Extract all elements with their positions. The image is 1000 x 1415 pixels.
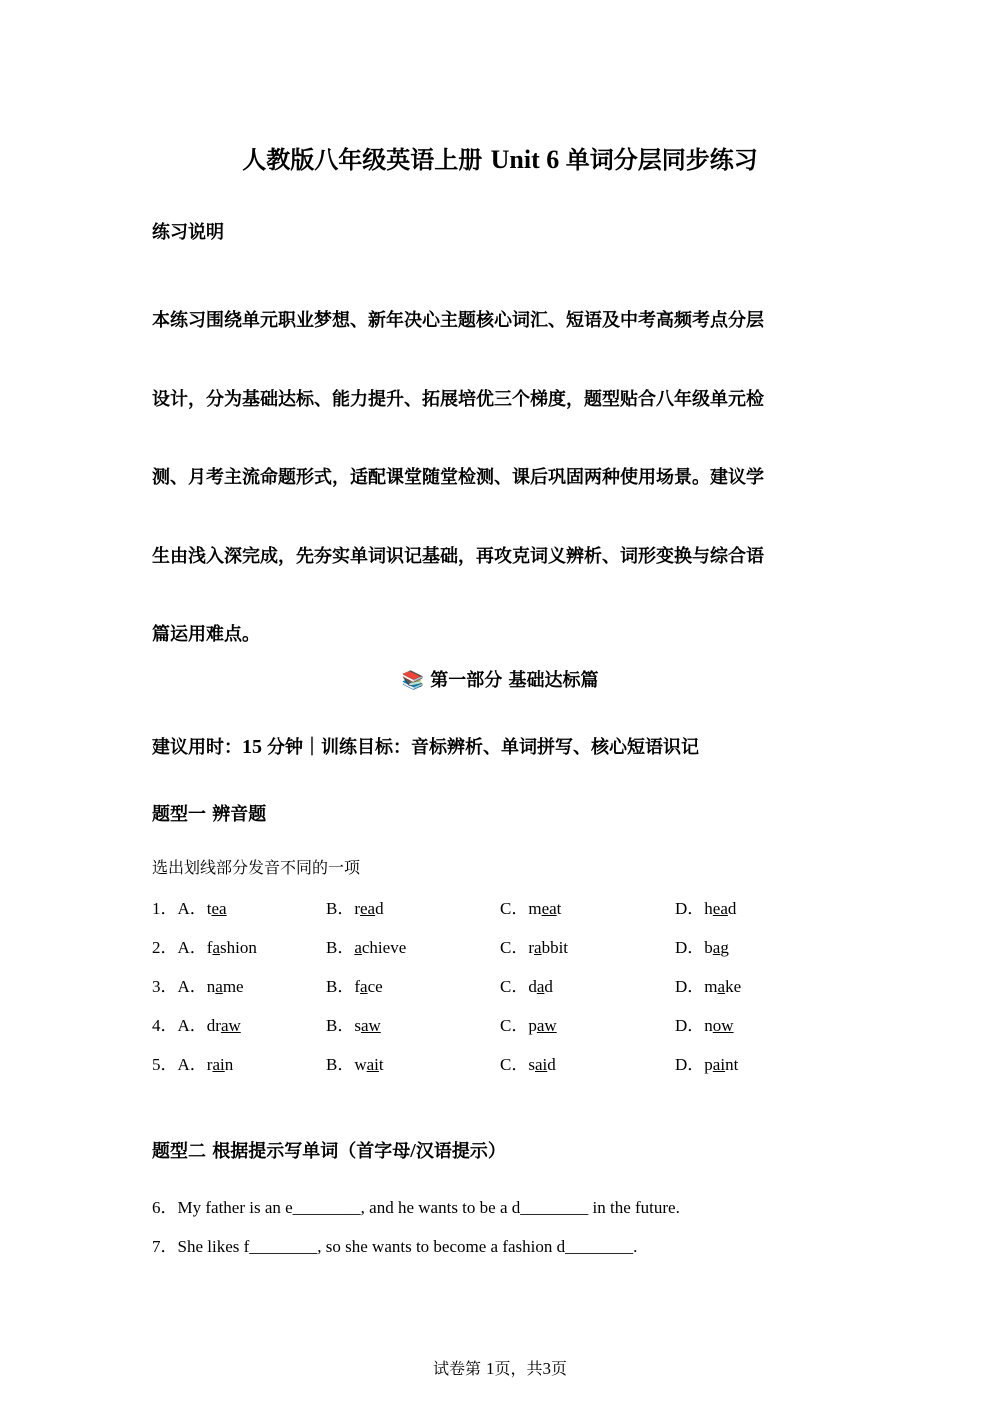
question-number: 5．: [152, 1055, 178, 1074]
question-number: 3．: [152, 977, 178, 996]
option-letter: A．: [177, 977, 207, 996]
option-letter: B．: [326, 1055, 355, 1074]
question-row: [152, 972, 852, 996]
option-letter: A．: [177, 1055, 207, 1074]
type1-heading: 题型一 辨音题: [152, 804, 267, 825]
section-heading: [0, 666, 1000, 692]
option-b: B．achieve: [326, 938, 407, 957]
option-letter: B．: [326, 1016, 355, 1035]
underlined-letters: a: [354, 938, 362, 957]
type2-heading: 题型二 根据提示写单词（首字母/汉语提示）: [152, 1140, 506, 1162]
option-a: 5．A．rain: [152, 1055, 234, 1074]
underlined-letters: ai: [712, 1055, 726, 1074]
option-letter: A．: [177, 899, 207, 918]
underlined-letters: a: [534, 938, 542, 957]
underlined-letters: ea: [360, 899, 376, 918]
underlined-letters: a: [360, 977, 368, 996]
option-letter: C．: [500, 977, 529, 996]
option-b: B．saw: [326, 1016, 381, 1035]
underlined-letters: a: [712, 938, 721, 957]
underlined-letters: aw: [360, 1016, 381, 1035]
explain-line: 篇运用难点。: [152, 624, 260, 645]
underlined-letters: ai: [366, 1055, 379, 1074]
books-icon: 📚: [401, 670, 424, 691]
underlined-letters: ai: [534, 1055, 548, 1074]
question-number: 4．: [152, 1016, 178, 1035]
underlined-letters: ea: [541, 899, 557, 918]
explain-line: 生由浅入深完成，先夯实单词识记基础，再攻克词义辨析、词形变换与综合语: [152, 545, 764, 567]
option-letter: C．: [500, 899, 529, 918]
question-number: 2．: [152, 938, 178, 957]
section-label: 第一部分 基础达标篇: [430, 670, 599, 691]
option-d: D．now: [675, 1016, 734, 1035]
option-b: B．face: [326, 977, 383, 996]
underlined-letters: aw: [536, 1016, 557, 1035]
underlined-letters: a: [717, 977, 726, 996]
question-row: [152, 933, 852, 957]
option-c: C．paw: [500, 1016, 557, 1035]
explain-line: 测、月考主流命题形式，适配课堂随堂检测、课后巩固两种使用场景。建议学: [152, 467, 764, 488]
option-a: 4．A．draw: [152, 1016, 241, 1035]
option-letter: B．: [326, 938, 355, 957]
underlined-letters: ow: [712, 1016, 734, 1035]
option-letter: C．: [500, 938, 529, 957]
underlined-letters: ai: [212, 1055, 225, 1074]
option-c: C．rabbit: [500, 938, 569, 957]
option-d: D．bag: [675, 938, 729, 957]
option-a: 1．A．tea: [152, 899, 227, 918]
option-letter: D．: [675, 977, 705, 996]
option-c: C．said: [500, 1055, 556, 1074]
option-letter: B．: [326, 899, 355, 918]
option-letter: D．: [675, 1055, 705, 1074]
option-d: D．head: [675, 899, 737, 918]
underlined-letters: aw: [220, 1016, 241, 1035]
explain-heading: 练习说明: [152, 222, 224, 243]
question-row: [152, 1011, 852, 1035]
suggest-line: 建议用时：15 分钟｜训练目标：音标辨析、单词拼写、核心短语识记: [152, 736, 699, 758]
option-letter: D．: [675, 899, 705, 918]
underlined-letters: a: [212, 938, 220, 957]
underlined-letters: a: [215, 977, 223, 996]
option-a: 3．A．name: [152, 977, 244, 996]
explain-paragraph: [152, 282, 842, 675]
explain-line: 本练习围绕单元职业梦想、新年决心主题核心词汇、短语及中考高频考点分层: [152, 310, 764, 331]
underlined-letters: ea: [712, 899, 728, 918]
option-letter: D．: [675, 938, 705, 957]
type1-instruction: 选出划线部分发音不同的一项: [152, 858, 361, 877]
option-letter: A．: [177, 938, 207, 957]
option-b: B．read: [326, 899, 384, 918]
option-d: D．paint: [675, 1055, 739, 1074]
option-letter: B．: [326, 977, 355, 996]
option-a: 2．A．fashion: [152, 938, 257, 957]
option-letter: C．: [500, 1055, 529, 1074]
question-row: [152, 1050, 852, 1074]
fill-item: 7．She likes f________, so she wants to become a fashion d________.: [152, 1237, 638, 1256]
question-row: [152, 894, 852, 918]
fill-item: 6．My father is an e________, and he wants to be a d________ in the future.: [152, 1198, 680, 1217]
underlined-letters: a: [536, 977, 545, 996]
option-d: D．make: [675, 977, 742, 996]
option-c: C．meat: [500, 899, 562, 918]
underlined-letters: ea: [211, 899, 227, 918]
option-letter: A．: [177, 1016, 207, 1035]
page-footer: 试卷第 1页，共3页: [432, 1359, 568, 1378]
option-letter: C．: [500, 1016, 529, 1035]
option-c: C．dad: [500, 977, 553, 996]
question-number: 1．: [152, 899, 178, 918]
page-title: 人教版八年级英语上册 Unit 6 单词分层同步练习: [242, 145, 758, 174]
option-b: B．wait: [326, 1055, 384, 1074]
explain-line: 设计，分为基础达标、能力提升、拓展培优三个梯度，题型贴合八年级单元检: [152, 388, 764, 410]
option-letter: D．: [675, 1016, 705, 1035]
